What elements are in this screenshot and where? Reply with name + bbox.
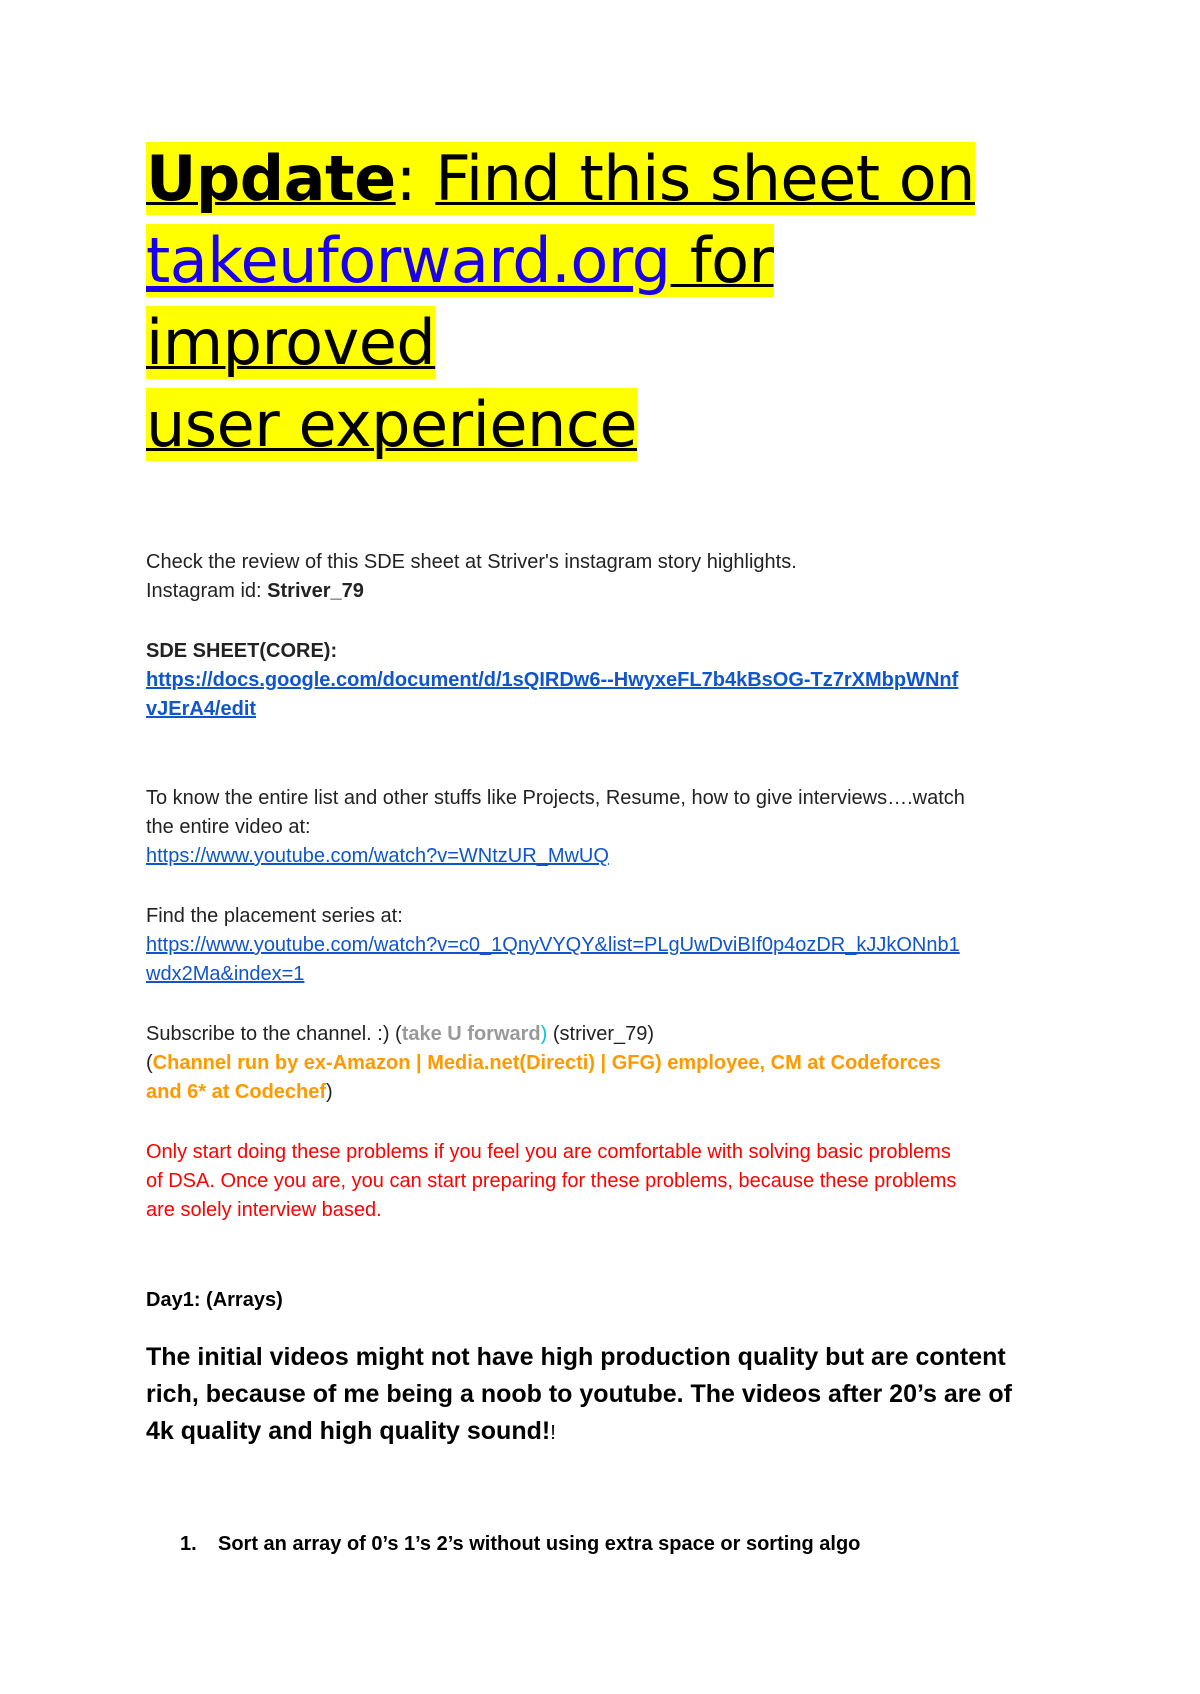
credentials-close-paren: ) [326, 1081, 333, 1103]
placement-text: Find the placement series at: [146, 905, 403, 927]
placement-link-line2[interactable]: wdx2Ma&index=1 [146, 963, 305, 985]
placement-link-line1[interactable]: https://www.youtube.com/watch?v=c0_1QnyVYQY&list=PLgUwDviBIf0p4ozDR_kJJkONnb1 [146, 934, 960, 956]
video-link[interactable]: https://www.youtube.com/watch?v=WNtzUR_MwUQ [146, 845, 609, 867]
list-item [146, 1530, 1071, 1559]
document-content [146, 138, 1071, 1559]
update-line1: Find this sheet on [435, 142, 975, 215]
notice-tail: ! [550, 1422, 556, 1444]
channel-name[interactable]: take U forward [401, 1023, 541, 1045]
day1-heading: Day1: (Arrays) [146, 1289, 283, 1311]
instagram-id: Striver_79 [267, 580, 364, 602]
warning-text [146, 1138, 1071, 1225]
credentials-line2: and 6* at Codechef [146, 1081, 327, 1103]
notice-line2: rich, because of me being a noob to youtube. The videos after 20’s are of [146, 1380, 1012, 1408]
credentials-line1: Channel run by ex-Amazon | Media.net(Directi) | GFG) employee, CM at Codeforces [152, 1052, 941, 1074]
video-text-line1: To know the entire list and other stuffs like Projects, Resume, how to give interviews….watch [146, 787, 965, 809]
credentials [146, 1049, 1071, 1107]
problem-list [146, 1530, 1071, 1559]
update-separator: : [395, 142, 436, 215]
channel-handle: (striver_79) [547, 1023, 655, 1045]
notice-line3: 4k quality and high quality sound! [146, 1417, 551, 1445]
instagram-label: Instagram id: [146, 580, 268, 602]
sde-sheet-link-line1[interactable]: https://docs.google.com/document/d/1sQIRDw6--HwyxeFL7b4kBsOG-Tz7rXMbpWNnf [146, 669, 959, 691]
review-text: Check the review of this SDE sheet at Striver's instagram story highlights. [146, 551, 797, 573]
sde-sheet-url[interactable] [146, 666, 1071, 724]
sde-sheet-label: SDE SHEET(CORE): [146, 640, 338, 662]
quality-notice [146, 1339, 1071, 1452]
update-label: Update [146, 142, 396, 215]
video-text-line2: the entire video at: [146, 816, 311, 838]
update-banner [146, 138, 1071, 466]
takeuforward-link[interactable]: takeuforward.org [146, 224, 671, 297]
credentials-open-paren: ( [146, 1052, 153, 1074]
warning-line1: Only start doing these problems if you feel you are comfortable with solving basic problems [146, 1141, 951, 1163]
placement-url[interactable] [146, 931, 1071, 989]
update-line3: user experience [146, 388, 638, 461]
warning-line2: of DSA. Once you are, you can start preparing for these problems, because these problems [146, 1170, 957, 1192]
warning-line3: are solely interview based. [146, 1199, 382, 1221]
sde-sheet-link-line2[interactable]: vJErA4/edit [146, 698, 257, 720]
notice-line1: The initial videos might not have high production quality but are content [146, 1343, 1006, 1371]
update-line2: for improved [146, 224, 774, 379]
subscribe-text: Subscribe to the channel. :) ( [146, 1023, 402, 1045]
problem-number: 1. [180, 1533, 197, 1555]
subscribe-line [146, 1020, 1071, 1049]
channel-close-paren: ) [540, 1023, 548, 1045]
problem-title[interactable]: Sort an array of 0’s 1’s 2’s without using extra space or sorting algo [218, 1533, 861, 1555]
instagram-line [146, 577, 1071, 606]
video-text [146, 784, 1071, 842]
